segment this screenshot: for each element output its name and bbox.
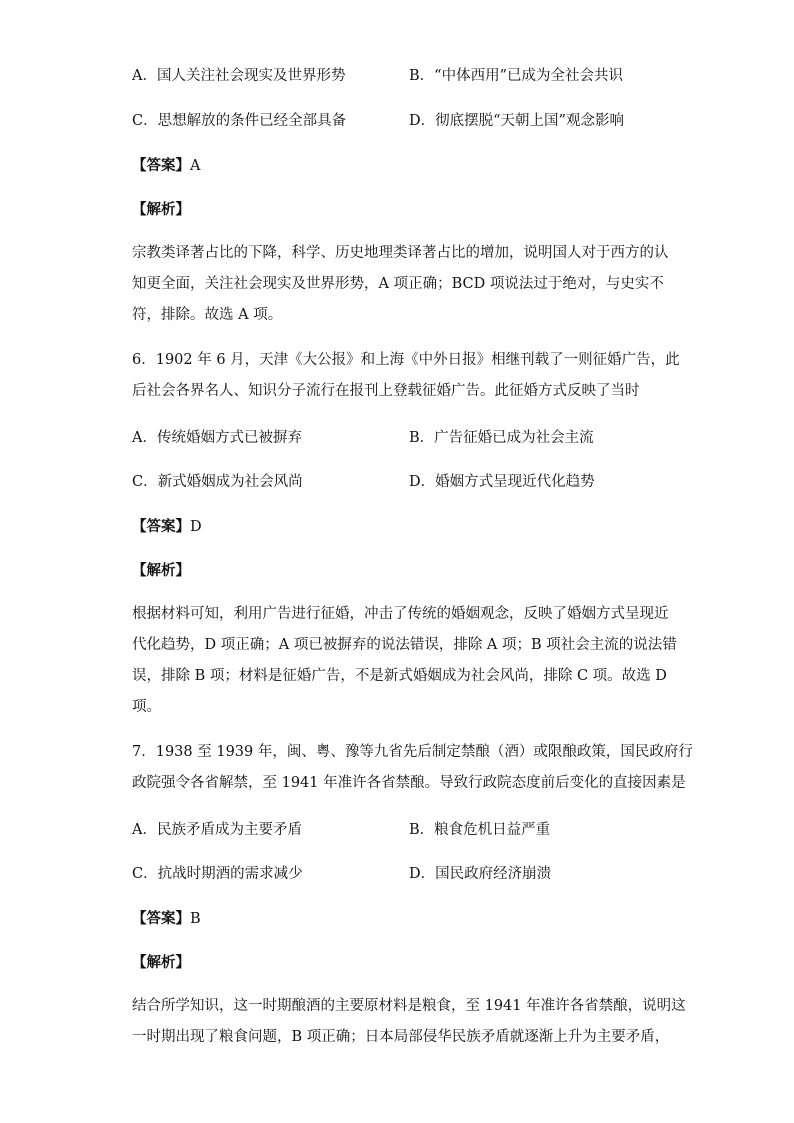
stem-line: 7．1938 至 1939 年，闽、粤、豫等九省先后制定禁酿（酒）或限酿政策，国民政府行 — [132, 744, 693, 760]
q5-option-b: B．“中体西用”已成为全社会共识 — [409, 68, 623, 84]
analysis-line: 一时期出现了粮食问题，B 项正确；日本局部侵华民族矛盾就逐渐上升为主要矛盾， — [132, 1029, 670, 1045]
q5-option-c: C．思想解放的条件已经全部具备 — [132, 113, 347, 129]
q6-analysis — [132, 599, 677, 723]
analysis-line: 代化趋势，D 项正确；A 项已被摒弃的说法错误，排除 A 项；B 项社会主流的说法错 — [132, 637, 677, 653]
q7-option-d: D．国民政府经济崩溃 — [409, 866, 552, 882]
q6-analysis-label: 【解析】 — [132, 562, 190, 579]
analysis-line: 误，排除 B 项；材料是征婚广告，不是新式婚姻成为社会风尚，排除 C 项。故选 D — [132, 668, 667, 684]
analysis-line: 项。 — [132, 699, 161, 715]
q7-option-a: A．民族矛盾成为主要矛盾 — [132, 822, 302, 838]
stem-line: 后社会各界名人、知识分子流行在报刊上登载征婚广告。此征婚方式反映了当时 — [132, 383, 640, 399]
q7-answer — [132, 910, 201, 928]
q5-analysis — [132, 238, 669, 331]
q7-analysis — [132, 991, 686, 1053]
q5-option-d: D．彻底摆脱“天朝上国”观念影响 — [409, 113, 624, 129]
analysis-line: 根据材料可知，利用广告进行征婚，冲击了传统的婚姻观念，反映了婚姻方式呈现近 — [132, 606, 669, 622]
q6-option-b: B．广告征婚已成为社会主流 — [409, 430, 594, 446]
q7-option-c: C．抗战时期酒的需求减少 — [132, 866, 303, 882]
q7-analysis-label: 【解析】 — [132, 954, 190, 971]
answer-value: B — [190, 911, 201, 927]
analysis-line: 宗教类译著占比的下降，科学、历史地理类译著占比的增加，说明国人对于西方的认 — [132, 245, 669, 261]
q6-stem — [132, 345, 680, 407]
analysis-line: 符，排除。故选 A 项。 — [132, 307, 283, 323]
answer-label: 【答案】 — [132, 910, 190, 927]
stem-line: 政院强令各省解禁，至 1941 年准许各省禁酿。导致行政院态度前后变化的直接因素是 — [132, 775, 686, 791]
answer-label: 【答案】 — [132, 518, 190, 535]
answer-value: A — [190, 158, 201, 174]
analysis-line: 结合所学知识，这一时期酿酒的主要原材料是粮食，至 1941 年准许各省禁酿，说明这 — [132, 998, 686, 1014]
q6-answer — [132, 518, 202, 536]
answer-label: 【答案】 — [132, 157, 190, 174]
q7-option-b: B．粮食危机日益严重 — [409, 822, 551, 838]
q7-stem — [132, 737, 693, 799]
q5-option-a: A．国人关注社会现实及世界形势 — [132, 68, 346, 84]
analysis-line: 知更全面，关注社会现实及世界形势，A 项正确；BCD 项说法过于绝对，与史实不 — [132, 276, 664, 292]
answer-value: D — [190, 519, 202, 535]
q6-option-a: A．传统婚姻方式已被摒弃 — [132, 430, 302, 446]
stem-line: 6．1902 年 6 月，天津《大公报》和上海《中外日报》相继刊载了一则征婚广告，此 — [132, 352, 680, 368]
q6-option-d: D．婚姻方式呈现近代化趋势 — [409, 474, 595, 490]
q5-answer — [132, 157, 200, 175]
q5-analysis-label: 【解析】 — [132, 201, 190, 218]
q6-option-c: C．新式婚姻成为社会风尚 — [132, 474, 303, 490]
